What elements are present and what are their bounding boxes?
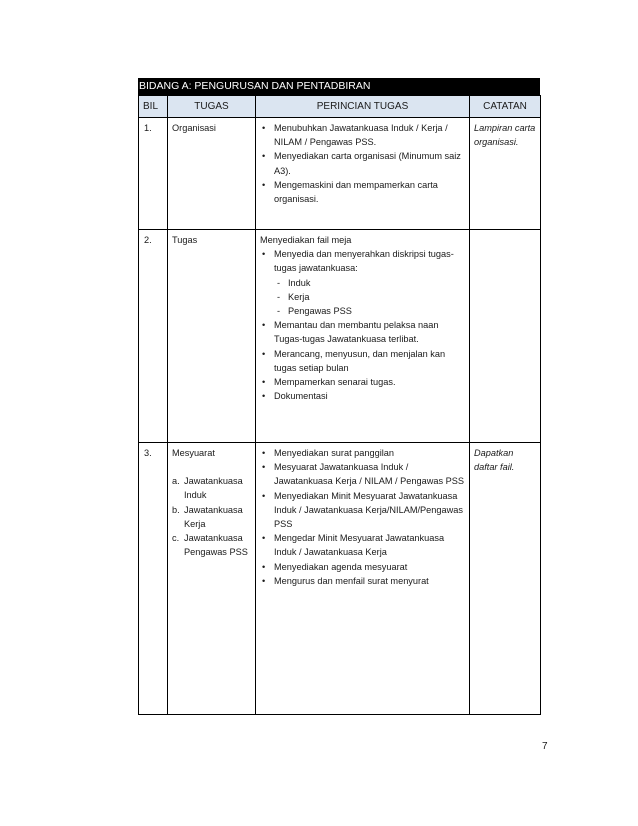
cell-catatan: Dapatkan daftar fail. [470, 443, 541, 715]
list-item: • Dokumentasi [260, 389, 465, 403]
cell-bil: 3. [139, 443, 168, 715]
sub-item: c. Jawatankuasa Pengawas PSS [172, 533, 248, 558]
sub-item: a. Jawatankuasa Induk [172, 476, 243, 501]
list-item: • Mesyuarat Jawatankuasa Induk / Jawatankuasa Kerja / NILAM / Pengawas PSS [260, 460, 465, 488]
list-item: • Memantau dan membantu pelaksa naan Tugas-tugas Jawatankuasa terlibat. [260, 318, 465, 346]
dash-item: - Induk [260, 276, 465, 290]
list-item: • Mengedar Minit Mesyuarat Jawatankuasa Induk / Jawatankuasa Kerja [260, 531, 465, 559]
list-item: • Menyediakan Minit Mesyuarat Jawatankuasa Induk / Jawatankuasa Kerja/NILAM/Pengawas PSS [260, 489, 465, 532]
table-row [139, 230, 541, 443]
tugas-label: Mesyuarat [172, 448, 215, 458]
cell-bil: 1. [139, 118, 168, 230]
cell-catatan [470, 230, 541, 443]
cell-bil: 2. [139, 230, 168, 443]
list-intro: Menyediakan fail meja [260, 235, 352, 245]
document-section [138, 78, 540, 715]
list-item: • Merancang, menyusun, dan menjalan kan tugas setiap bulan [260, 347, 465, 375]
table-row [139, 118, 541, 230]
section-title: BIDANG A: PENGURUSAN DAN PENTADBIRAN [138, 78, 540, 95]
cell-tugas: Tugas [168, 230, 256, 443]
list-item: • Menyediakan agenda mesyuarat [260, 560, 465, 574]
header-tugas: TUGAS [168, 96, 256, 118]
sub-item: b. Jawatankuasa Kerja [172, 504, 243, 529]
cell-tugas [168, 443, 256, 715]
cell-perincian [256, 230, 470, 443]
list-item: • Menyediakan carta organisasi (Minumum saiz A3). [260, 149, 465, 177]
list-item: • Mengurus dan menfail surat menyurat [260, 574, 465, 588]
cell-perincian [256, 118, 470, 230]
page-number: 7 [542, 741, 548, 752]
header-bil: BIL [139, 96, 168, 118]
header-perincian: PERINCIAN TUGAS [256, 96, 470, 118]
list-item: • Menubuhkan Jawatankuasa Induk / Kerja / NILAM / Pengawas PSS. [260, 121, 465, 149]
cell-tugas: Organisasi [168, 118, 256, 230]
table-row [139, 443, 541, 715]
list-item: • Mengemaskini dan mempamerkan carta organisasi. [260, 178, 465, 206]
dash-item: - Pengawas PSS [260, 304, 465, 318]
cell-catatan: Lampiran carta organisasi. [470, 118, 541, 230]
list-item: • Menyedia dan menyerahkan diskripsi tugas-tugas jawatankuasa: [260, 247, 465, 275]
header-catatan: CATATAN [470, 96, 541, 118]
table-header-row [139, 96, 541, 118]
cell-perincian [256, 443, 470, 715]
task-table [138, 95, 541, 715]
dash-item: - Kerja [260, 290, 465, 304]
list-item: • Mempamerkan senarai tugas. [260, 375, 465, 389]
list-item: • Menyediakan surat panggilan [260, 446, 465, 460]
